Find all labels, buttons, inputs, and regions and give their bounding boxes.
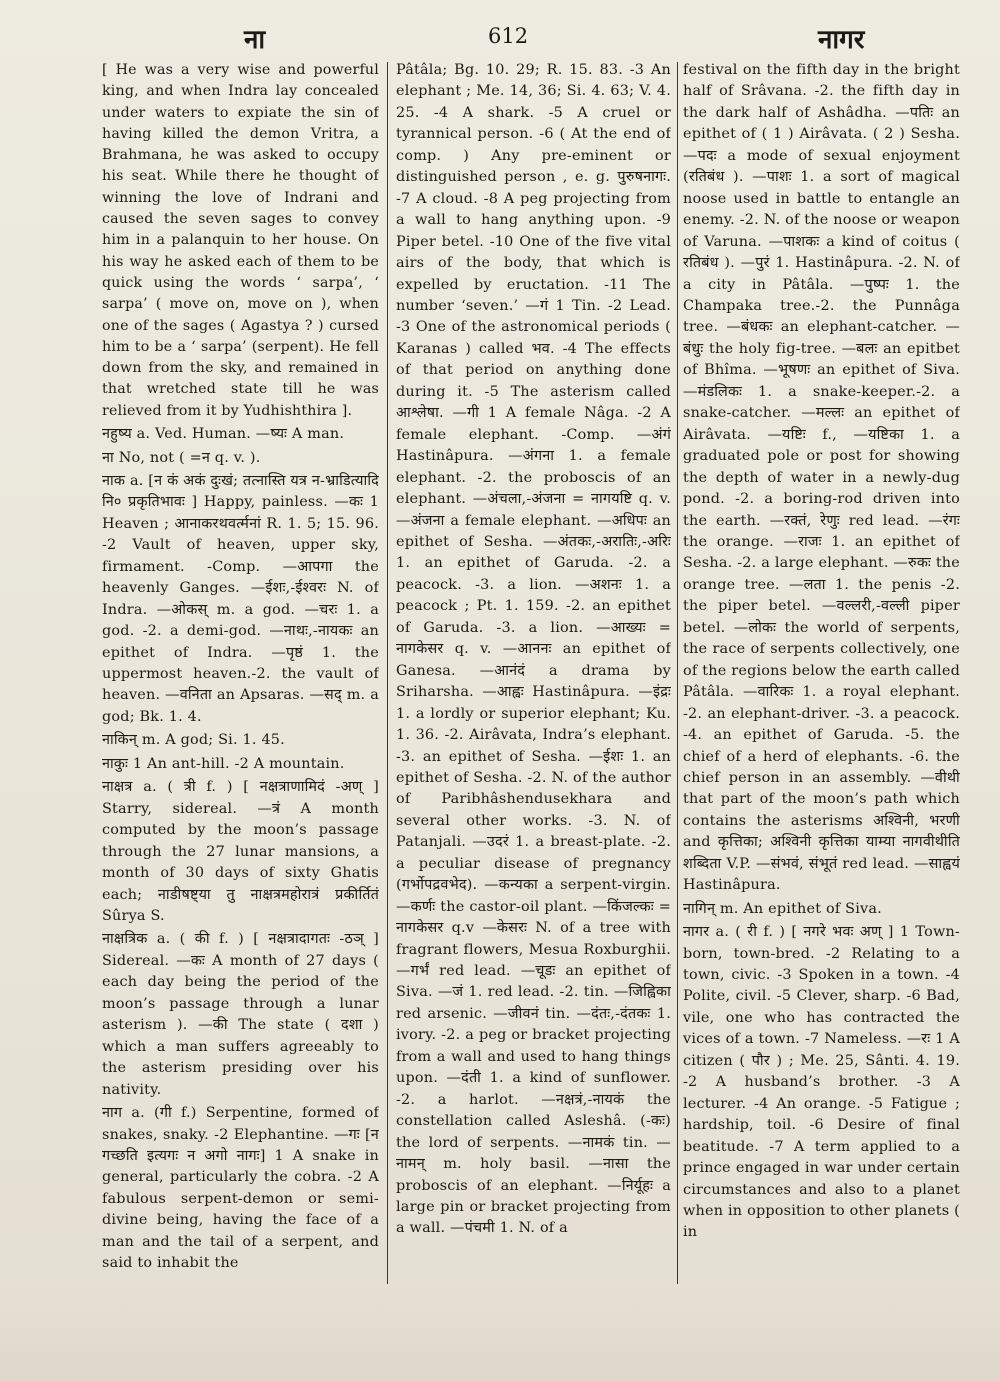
page-number: 612 <box>488 24 529 48</box>
entry-paragraph: नहुष्य a. Ved. Human. —ष्यः A man. <box>102 426 345 443</box>
column-divider <box>677 62 678 1284</box>
column-middle <box>396 60 671 1285</box>
entry-paragraph: नाक्षत्रिक a. ( की f. ) [ नक्षत्रादागतः -ठञ् ] Sidereal. —कः A month of 27 days ( each day being the period of the moon’s passage through a lunar asterism ). —की The state ( दशा ) which a man suffers agreeably to the asterism presiding over his nativity. <box>102 931 379 1098</box>
entry-paragraph: [ He was a very wise and powerful king, and when Indra lay concealed under waters to expiate the sin of having killed the demon Vritra, a Brahmana, he was asked to occupy his seat. While there he thought of winning the love of Indrani and caused the seven sages to convey him in a palanquin to her house. On his way he asked each of them to be quick using the words ‘ sarpa’, ‘ sarpa’ ( move on, move on ), when one of the sages ( Agastya ? ) cursed him to be a ‘ sarpa’ (serpent). He fell down from the sky, and remained in that wretched state till he was relieved from it by Yudhishthira ]. <box>102 62 379 419</box>
column-left <box>102 60 379 1285</box>
page-header <box>100 18 960 58</box>
entry-paragraph: नाकिन् m. A god; Si. 1. 45. <box>102 732 285 749</box>
entry-paragraph: Pâtâla; Bg. 10. 29; R. 15. 83. -3 An elephant ; Me. 14, 36; Si. 4. 63; V. 4. 25. -4 A shark. -5 A cruel or tyrannical person. -6 ( At the end of comp. ) Any pre-eminent or distinguished person , e. g. पुरुषनागः. -7 A cloud. -8 A peg projecting from a wall to hang anything upon. -9 Piper betel. -10 One of the five vital airs of the body, that which is expelled by eructation. -11 The number ‘seven.’ —गं 1 Tin. -2 Lead. -3 One of the astronomical periods ( Karanas ) called भव. -4 The effects of that period on anything done during it. -5 The asterism called आश्लेषा. —गी 1 A female Nâga. -2 A female elephant. -Comp. —अंगं Hastinâpura. —अंगना 1. a female elephant. -2. the proboscis of an elephant. —अंचला,-अंजना = नागयष्टि q. v. —अंजना a female elephant. —अधिपः an epithet of Sesha. —अंतकः,-अरातिः,-अरिः 1. an epithet of Garuda. -2. a peacock. -3. a lion. —अशनः 1. a peacock ; Pt. 1. 159. -2. an epithet of Garuda. -3. a lion. —आख्यः = नागकेसर q. v. —आननः an epithet of Ganesa. —आनंदं a drama by Sriharsha. —आह्वः Hastinâpura. —इंद्रः 1. a lordly or superior elephant; Ku. 1. 36. -2. Airâvata, Indra’s elephant. -3. an epithet of Sesha. —ईशः 1. an epithet of Sesha. -2. N. of the author of Paribhâshendusekhara and several other works. -3. N. of Patanjali. —उदरं 1. a breast-plate. -2. a peculiar disease of pregnancy (गर्भोपद्रवभेद). —कन्यका a serpent-virgin. —कर्णः the castor-oil plant. —किंजल्कः = नागकेसर q.v —केसरः N. of a tree with fragrant flowers, Mesua Roxburghii. —गर्भं red lead. —चूडः an epithet of Siva. —जं 1. red lead. -2. tin. —जिह्विका red arsenic. —जीवनं tin. —दंतः,-दंतकः 1. ivory. -2. a peg or bracket projecting from a wall and used to hang things upon. —दंती 1. a kind of sunflower. -2. a harlot. —नक्षत्रं,-नायकं the constellation called Asleshâ. (-कः) the lord of serpents. —नामकं tin. —नामन् m. holy basil. —नासा the proboscis of an elephant. —निर्यूहः a large pin or bracket projecting from a wall. —पंचमी 1. N. of a <box>396 62 671 1237</box>
entry-paragraph: नाक a. [न कं अकं दुःखं; तत्नास्ति यत्र न-भ्राडित्यादि नि० प्रकृतिभावः ] Happy, painless. —कः 1 Heaven ; आनाकरथवर्त्मनां R. 1. 5; 15. 96. -2 Vault of heaven, upper sky, firmament. -Comp. —आपगा the heavenly Ganges. —ईशः,-ईश्वरः N. of Indra. —ओकस् m. a god. —चरः 1. a god. -2. a demi-god. —नाथः,-नायकः an epithet of Indra. —पृष्ठं 1. the uppermost heaven.-2. the vault of heaven. —वनिता an Apsaras. —सद् m. a god; Bk. 1. 4. <box>102 472 379 725</box>
entry-paragraph: नागिन् m. An epithet of Siva. <box>683 900 882 917</box>
column-divider <box>387 62 388 1284</box>
left-running-headword: ना <box>244 25 266 55</box>
entry-paragraph: नागर a. ( री f. ) [ नगरे भवः अण् ] 1 Town-born, town-bred. -2 Relating to a town, civic. -3 Spoken in a town. -4 Polite, civil. -5 Clever, sharp. -6 Bad, vile, one who has contracted the vices of a town. -7 Nameless. —रः 1 A citizen ( पौर ) ; Me. 25, Sânti. 4. 19. -2 A husband’s brother. -3 A lecturer. -4 An orange. -5 Fatigue ; hardship, toil. -6 Desire of final beatitude. -7 A term applied to a prince engaged in war under certain circumstances and also to a planet when in opposition to other planets ( in <box>683 924 960 1241</box>
entry-paragraph: नाक्षत्र a. ( त्री f. ) [ नक्षत्राणामिदं -अण् ] Starry, sidereal. —त्रं A month computed by the moon’s passage through the 27 lunar mansions, a month of 30 days of sixty Ghatis each; नाडीषष्ट्या तु नाक्षत्रमहोरात्रं प्रकीर्तितं Sûrya S. <box>102 779 379 925</box>
page-bottom-margin <box>0 1286 1000 1381</box>
entry-paragraph: नाग a. (गी f.) Serpentine, formed of snakes, snaky. -2 Elephantine. —गः [न गच्छति इत्यगः न अगो नागः] 1 A snake in general, particularly the cobra. -2 A fabulous serpent-demon or semi-divine being, having the face of a man and the tail of a serpent, and said to inhabit the <box>102 1105 379 1272</box>
entry-paragraph: नाकुः 1 An ant-hill. -2 A mountain. <box>102 755 345 772</box>
entry-paragraph: festival on the fifth day in the bright half of Srâvana. -2. the fifth day in the dark half of Ashâdha. —पतिः an epithet of ( 1 ) Airâvata. ( 2 ) Sesha. —पदः a mode of sexual enjoyment (रतिबंध ). —पाशः 1. a sort of magical noose used in battle to entangle an enemy. -2. N. of the noose or weapon of Varuna. —पाशकः a kind of coitus ( रतिबंध ). —पुरं 1. Hastinâpura. -2. N. of a city in Pâtâla. —पुष्पः 1. the Champaka tree.-2. the Punnâga tree. —बंधकः an elephant-catcher. —बंधुः the holy fig-tree. —बलः an epitbet of Bhîma. —भूषणः an epithet of Siva. —मंडलिकः 1. a snake-keeper.-2. a snake-catcher. —मल्लः an epithet of Airâvata. —यष्टिः f., —यष्टिका 1. a graduated pole or post for showing the depth of water in a newly-dug pond. -2. a boring-rod driven into the earth. —रक्तं, रेणुः red lead. —रंगः the orange. —राजः 1. an epithet of Sesha. -2. a large elephant. —रुकः the orange tree. —लता 1. the penis -2. the piper betel. —वल्लरी,-वल्ली piper betel. —लोकः the world of serpents, the race of serpents collectively, one of the regions below the earth called Pâtâla. —वारिकः 1. a royal elephant. -2. an elephant-driver. -3. a peacock. -4. an epithet of Garuda. -5. the chief of a herd of elephants. -6. the chief person in an assembly. —वीथी that part of the moon’s path which contains the asterisms अश्विनी, भरणी and कृत्तिका; अश्विनी कृत्तिका याम्या नागवीथीति शब्दिता V.P. —संभवं, संभूतं red lead. —साह्वयं Hastinâpura. <box>683 62 960 894</box>
entry-paragraph: ना No, not ( =न q. v. ). <box>102 449 261 466</box>
column-right <box>683 60 960 1285</box>
right-running-headword: नागर <box>818 25 865 55</box>
